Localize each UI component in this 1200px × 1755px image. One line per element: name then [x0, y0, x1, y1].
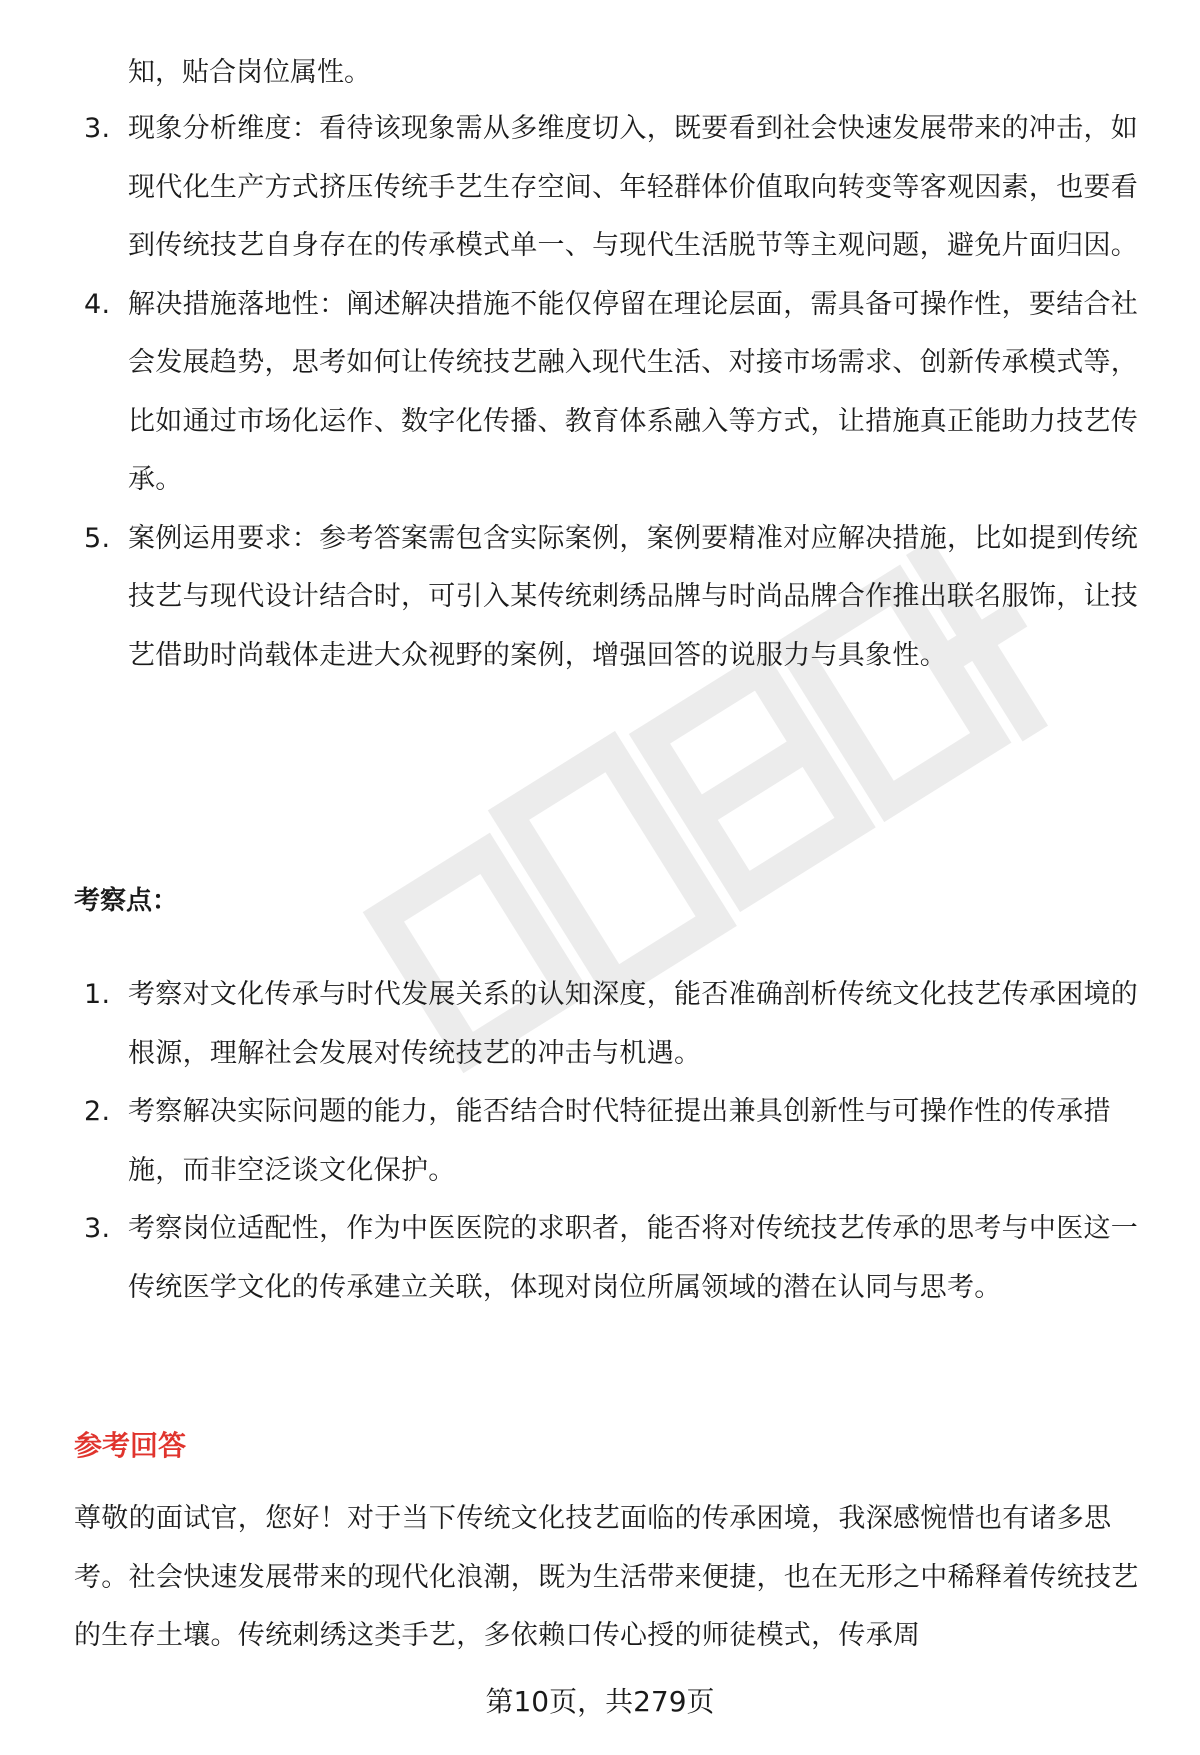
list-item-text: 解决措施落地性：阐述解决措施不能仅停留在理论层面，需具备可操作性，要结合社会发展趋势，思考如何让传统技艺融入现代生活、对接市场需求、创新传承模式等，比如通过市场化运作、数字化传播、教育体系融入等方式，让措施真正能助力技艺传承。	[128, 288, 1139, 495]
list-item-text: 考察对文化传承与时代发展关系的认知深度，能否准确剖析传统文化技艺传承困境的根源，理解社会发展对传统技艺的冲击与机遇。	[128, 979, 1139, 1069]
list-number: 1.	[84, 979, 111, 1010]
requirements-list	[0, 100, 1200, 685]
list-number: 3.	[84, 113, 111, 144]
exam-points-heading: 考察点：	[74, 886, 179, 916]
list-item	[0, 1200, 1200, 1317]
list-item-text: 现象分析维度：看待该现象需从多维度切入，既要看到社会快速发展带来的冲击，如现代化生产方式挤压传统手艺生存空间、年轻群体价值取向转变等客观因素，也要看到传统技艺自身存在的传承模式单一、与现代生活脱节等主观问题，避免片面归因。	[128, 113, 1139, 261]
list-item-text: 案例运用要求：参考答案需包含实际案例，案例要精准对应解决措施，比如提到传统技艺与现代设计结合时，可引入某传统刺绣品牌与时尚品牌合作推出联名服饰，让技艺借助时尚载体走进大众视野的案例，增强回答的说服力与具象性。	[128, 522, 1139, 671]
list-item	[0, 276, 1200, 510]
continuation-text: 知，贴合岗位属性。	[128, 57, 371, 88]
answer-heading: 参考回答	[74, 1429, 187, 1462]
list-item	[0, 100, 1200, 276]
list-item-text: 考察岗位适配性，作为中医医院的求职者，能否将对传统技艺传承的思考与中医这一传统医学文化的传承建立关联，体现对岗位所属领域的潜在认同与思考。	[128, 1213, 1139, 1303]
list-item	[0, 966, 1200, 1083]
list-number: 5.	[84, 522, 111, 554]
exam-points-list	[0, 966, 1200, 1317]
page-number-footer: 第10页，共279页	[485, 1685, 715, 1718]
list-number: 3.	[84, 1213, 111, 1244]
answer-paragraph: 尊敬的面试官，您好！对于当下传统文化技艺面临的传承困境，我深感惋惜也有诸多思考。社会快速发展带来的现代化浪潮，既为生活带来便捷，也在无形之中稀释着传统技艺的生存土壤。传统刺绣这类手艺，多依赖口传心授的师徒模式，传承周	[74, 1503, 1139, 1651]
list-number: 4.	[84, 288, 111, 320]
list-number: 2.	[84, 1096, 111, 1127]
list-item	[0, 510, 1200, 686]
list-item-text: 考察解决实际问题的能力，能否结合时代特征提出兼具创新性与可操作性的传承措施，而非空泛谈文化保护。	[128, 1096, 1111, 1186]
list-item	[0, 1083, 1200, 1200]
